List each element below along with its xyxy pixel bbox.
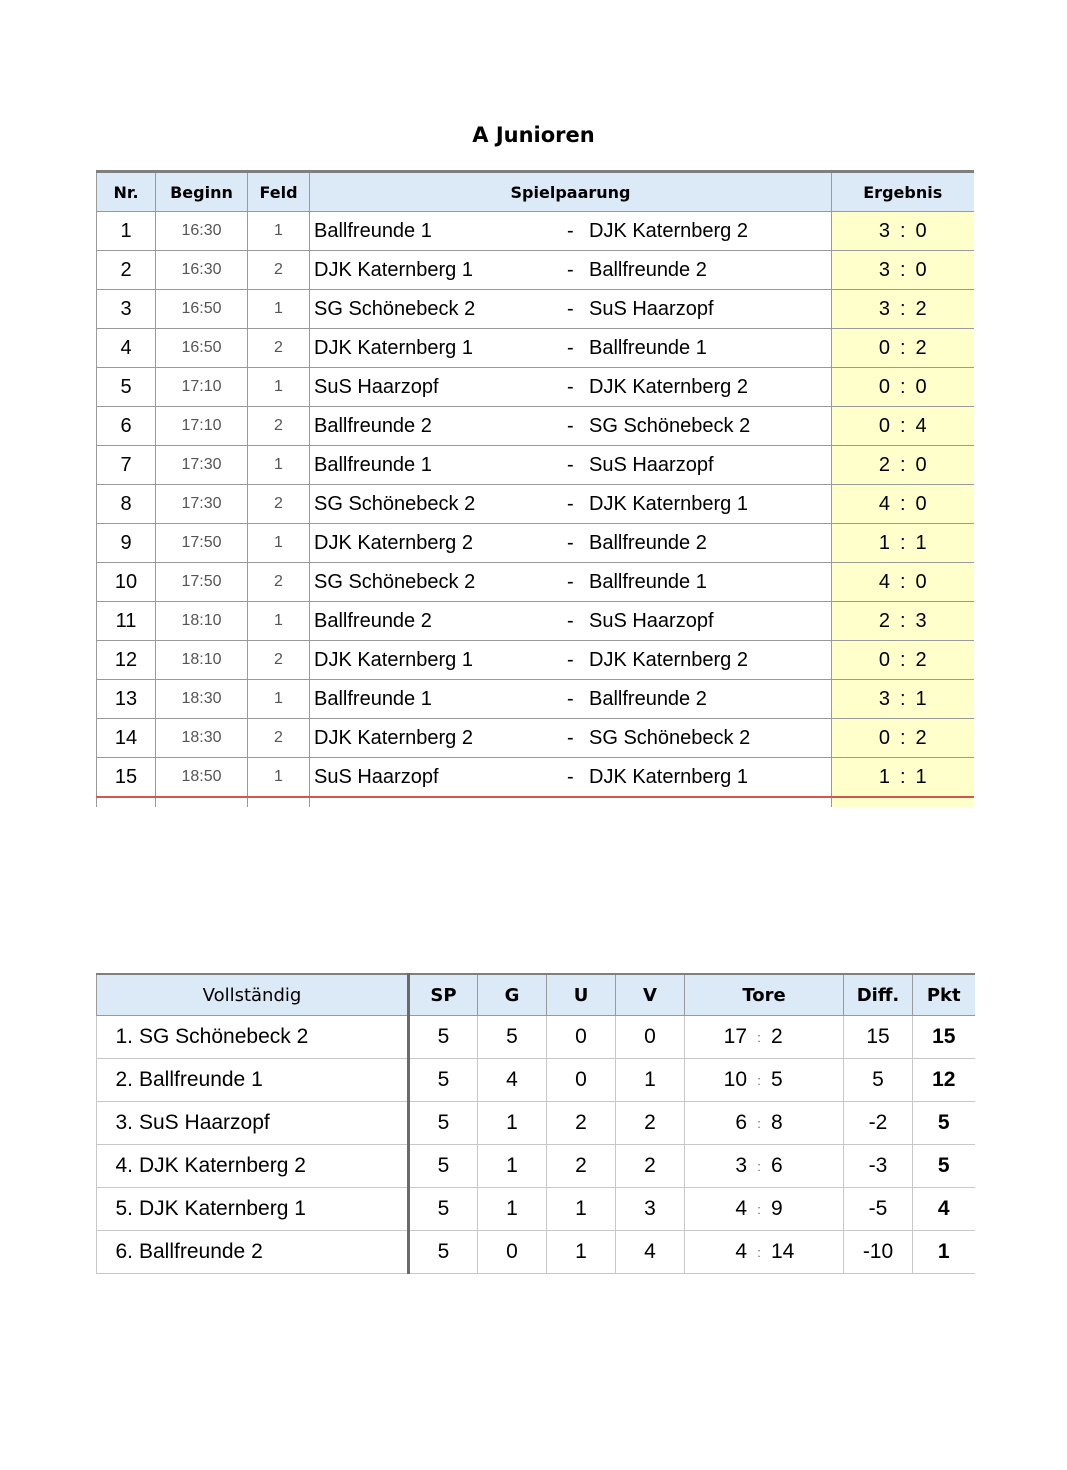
match-start-time: 18:30 — [156, 680, 248, 719]
match-start-time: 18:30 — [156, 719, 248, 758]
away-goals: 0 — [915, 219, 927, 242]
standings-row — [97, 1231, 975, 1274]
match-number: 11 — [97, 602, 156, 641]
team-name: Ballfreunde 2 — [139, 1240, 263, 1263]
header-ergebnis: Ergebnis — [832, 172, 975, 212]
match-number: 9 — [97, 524, 156, 563]
team-rank: 2. — [115, 1068, 133, 1091]
match-pairing — [310, 212, 832, 251]
table-row — [97, 602, 975, 641]
goals-cell — [685, 1016, 844, 1059]
score-separator: : — [899, 570, 906, 593]
empty-cell — [832, 797, 975, 807]
goals-for: 4 — [735, 1197, 747, 1220]
goals-separator: : — [757, 1072, 761, 1088]
header-u: U — [547, 974, 616, 1016]
table-row — [97, 680, 975, 719]
home-goals: 3 — [878, 687, 890, 710]
stat-g: 4 — [478, 1059, 547, 1102]
away-team: DJK Katernberg 1 — [589, 492, 748, 515]
away-team: SG Schönebeck 2 — [589, 414, 751, 437]
home-team: DJK Katernberg 1 — [314, 648, 473, 671]
home-goals: 2 — [878, 609, 890, 632]
score-separator: : — [899, 219, 906, 242]
match-result — [832, 485, 975, 524]
match-number: 7 — [97, 446, 156, 485]
match-result — [832, 446, 975, 485]
away-goals: 1 — [915, 531, 927, 554]
score-separator: : — [899, 726, 906, 749]
team-cell — [97, 1188, 409, 1231]
stat-g: 1 — [478, 1188, 547, 1231]
match-pairing — [310, 758, 832, 798]
match-field: 2 — [248, 485, 310, 524]
away-team: SuS Haarzopf — [589, 297, 714, 320]
home-goals: 1 — [878, 531, 890, 554]
home-goals: 0 — [878, 414, 890, 437]
score-separator: : — [899, 375, 906, 398]
home-goals: 0 — [878, 726, 890, 749]
home-goals: 0 — [878, 375, 890, 398]
match-start-time: 17:50 — [156, 563, 248, 602]
match-pairing — [310, 602, 832, 641]
match-field: 2 — [248, 329, 310, 368]
stat-v: 3 — [616, 1188, 685, 1231]
goals-against: 9 — [771, 1197, 783, 1220]
goals-cell — [685, 1102, 844, 1145]
header-tore: Tore — [685, 974, 844, 1016]
goals-against: 5 — [771, 1068, 783, 1091]
home-team: Ballfreunde 2 — [314, 609, 432, 632]
standings-row — [97, 1188, 975, 1231]
pairing-separator: - — [567, 297, 574, 320]
pairing-separator: - — [567, 726, 574, 749]
team-rank: 1. — [115, 1025, 133, 1048]
goals-against: 14 — [771, 1240, 795, 1263]
header-v: V — [616, 974, 685, 1016]
match-start-time: 17:30 — [156, 485, 248, 524]
table-row — [97, 212, 975, 251]
match-result — [832, 602, 975, 641]
home-team: SuS Haarzopf — [314, 375, 439, 398]
match-field: 1 — [248, 290, 310, 329]
stat-sp: 5 — [409, 1145, 478, 1188]
home-team: DJK Katernberg 1 — [314, 336, 473, 359]
match-start-time: 17:30 — [156, 446, 248, 485]
home-team: SG Schönebeck 2 — [314, 492, 476, 515]
home-team: Ballfreunde 1 — [314, 453, 432, 476]
goals-cell — [685, 1145, 844, 1188]
header-team: Vollständig — [97, 974, 409, 1016]
match-number: 13 — [97, 680, 156, 719]
away-team: Ballfreunde 2 — [589, 687, 707, 710]
home-goals: 0 — [878, 336, 890, 359]
pairing-separator: - — [567, 258, 574, 281]
table-row — [97, 758, 975, 798]
match-field: 1 — [248, 758, 310, 798]
match-result — [832, 407, 975, 446]
empty-cell — [248, 797, 310, 807]
home-team: Ballfreunde 1 — [314, 687, 432, 710]
home-goals: 4 — [878, 492, 890, 515]
header-beginn: Beginn — [156, 172, 248, 212]
match-field: 1 — [248, 680, 310, 719]
home-team: SuS Haarzopf — [314, 765, 439, 788]
away-team: SG Schönebeck 2 — [589, 726, 751, 749]
stat-sp: 5 — [409, 1231, 478, 1274]
away-team: DJK Katernberg 2 — [589, 375, 748, 398]
goals-cell — [685, 1059, 844, 1102]
away-team: Ballfreunde 2 — [589, 258, 707, 281]
match-field: 2 — [248, 563, 310, 602]
score-separator: : — [899, 414, 906, 437]
stat-v: 4 — [616, 1231, 685, 1274]
match-field: 1 — [248, 446, 310, 485]
score-separator: : — [899, 687, 906, 710]
team-name: DJK Katernberg 1 — [139, 1197, 306, 1220]
team-name: SG Schönebeck 2 — [139, 1025, 309, 1048]
match-pairing — [310, 641, 832, 680]
away-team: Ballfreunde 1 — [589, 336, 707, 359]
header-spielpaarung: Spielpaarung — [310, 172, 832, 212]
match-result — [832, 719, 975, 758]
pairing-separator: - — [567, 609, 574, 632]
stat-sp: 5 — [409, 1188, 478, 1231]
match-start-time: 17:10 — [156, 407, 248, 446]
team-cell — [97, 1102, 409, 1145]
match-result — [832, 368, 975, 407]
match-pairing — [310, 368, 832, 407]
header-sp: SP — [409, 974, 478, 1016]
goals-against: 6 — [771, 1154, 783, 1177]
home-team: Ballfreunde 1 — [314, 219, 432, 242]
score-separator: : — [899, 297, 906, 320]
match-result — [832, 524, 975, 563]
pairing-separator: - — [567, 687, 574, 710]
team-rank: 4. — [115, 1154, 133, 1177]
home-team: DJK Katernberg 1 — [314, 258, 473, 281]
table-row-partial — [97, 797, 975, 807]
match-pairing — [310, 719, 832, 758]
stat-g: 1 — [478, 1102, 547, 1145]
stat-u: 1 — [547, 1231, 616, 1274]
points: 1 — [913, 1231, 975, 1274]
table-row — [97, 251, 975, 290]
goals-separator: : — [757, 1201, 761, 1217]
team-name: Ballfreunde 1 — [139, 1068, 263, 1091]
stat-sp: 5 — [409, 1102, 478, 1145]
team-name: DJK Katernberg 2 — [139, 1154, 306, 1177]
stat-sp: 5 — [409, 1059, 478, 1102]
pairing-separator: - — [567, 336, 574, 359]
match-result — [832, 329, 975, 368]
match-field: 2 — [248, 407, 310, 446]
away-goals: 2 — [915, 297, 927, 320]
match-number: 2 — [97, 251, 156, 290]
header-pkt: Pkt — [913, 974, 975, 1016]
home-team: SG Schönebeck 2 — [314, 297, 476, 320]
home-goals: 0 — [878, 648, 890, 671]
match-pairing — [310, 680, 832, 719]
goal-difference: -5 — [844, 1188, 913, 1231]
stat-sp: 5 — [409, 1016, 478, 1059]
points: 12 — [913, 1059, 975, 1102]
away-goals: 4 — [915, 414, 927, 437]
home-team: DJK Katernberg 2 — [314, 531, 473, 554]
match-number: 12 — [97, 641, 156, 680]
match-number: 1 — [97, 212, 156, 251]
pairing-separator: - — [567, 414, 574, 437]
standings-row — [97, 1016, 975, 1059]
score-separator: : — [899, 336, 906, 359]
goals-for: 3 — [735, 1154, 747, 1177]
match-pairing — [310, 524, 832, 563]
match-start-time: 17:50 — [156, 524, 248, 563]
stat-u: 1 — [547, 1188, 616, 1231]
match-pairing — [310, 563, 832, 602]
stat-v: 2 — [616, 1102, 685, 1145]
away-goals: 3 — [915, 609, 927, 632]
match-result — [832, 680, 975, 719]
table-row — [97, 329, 975, 368]
header-nr: Nr. — [97, 172, 156, 212]
schedule-table — [96, 170, 974, 807]
match-pairing — [310, 251, 832, 290]
match-pairing — [310, 290, 832, 329]
table-row — [97, 407, 975, 446]
match-result — [832, 212, 975, 251]
points: 5 — [913, 1102, 975, 1145]
away-goals: 0 — [915, 570, 927, 593]
home-goals: 3 — [878, 297, 890, 320]
pairing-separator: - — [567, 570, 574, 593]
table-row — [97, 368, 975, 407]
match-start-time: 18:10 — [156, 602, 248, 641]
away-team: DJK Katernberg 2 — [589, 219, 748, 242]
home-goals: 4 — [878, 570, 890, 593]
standings-row — [97, 1059, 975, 1102]
away-goals: 0 — [915, 453, 927, 476]
match-start-time: 18:10 — [156, 641, 248, 680]
stat-g: 1 — [478, 1145, 547, 1188]
goals-separator: : — [757, 1115, 761, 1131]
pairing-separator: - — [567, 453, 574, 476]
score-separator: : — [899, 453, 906, 476]
goal-difference: 15 — [844, 1016, 913, 1059]
away-team: DJK Katernberg 2 — [589, 648, 748, 671]
table-row — [97, 563, 975, 602]
match-number: 5 — [97, 368, 156, 407]
stat-v: 1 — [616, 1059, 685, 1102]
match-field: 2 — [248, 641, 310, 680]
stat-u: 0 — [547, 1016, 616, 1059]
pairing-separator: - — [567, 648, 574, 671]
goal-difference: -10 — [844, 1231, 913, 1274]
goals-for: 10 — [723, 1068, 747, 1091]
match-start-time: 18:50 — [156, 758, 248, 798]
goals-cell — [685, 1188, 844, 1231]
home-goals: 2 — [878, 453, 890, 476]
team-rank: 3. — [115, 1111, 133, 1134]
away-team: Ballfreunde 1 — [589, 570, 707, 593]
team-cell — [97, 1016, 409, 1059]
score-separator: : — [899, 531, 906, 554]
goals-cell — [685, 1231, 844, 1274]
home-team: Ballfreunde 2 — [314, 414, 432, 437]
match-result — [832, 563, 975, 602]
match-pairing — [310, 446, 832, 485]
match-pairing — [310, 485, 832, 524]
table-row — [97, 524, 975, 563]
pairing-separator: - — [567, 375, 574, 398]
stat-u: 0 — [547, 1059, 616, 1102]
home-team: SG Schönebeck 2 — [314, 570, 476, 593]
home-goals: 3 — [878, 219, 890, 242]
score-separator: : — [899, 609, 906, 632]
goals-separator: : — [757, 1029, 761, 1045]
pairing-separator: - — [567, 492, 574, 515]
goal-difference: 5 — [844, 1059, 913, 1102]
pairing-separator: - — [567, 765, 574, 788]
score-separator: : — [899, 258, 906, 281]
match-number: 15 — [97, 758, 156, 798]
pairing-separator: - — [567, 219, 574, 242]
home-team: DJK Katernberg 2 — [314, 726, 473, 749]
match-start-time: 16:30 — [156, 212, 248, 251]
table-row — [97, 641, 975, 680]
stat-u: 2 — [547, 1145, 616, 1188]
match-start-time: 16:50 — [156, 329, 248, 368]
team-name: SuS Haarzopf — [139, 1111, 270, 1134]
stat-g: 5 — [478, 1016, 547, 1059]
away-team: SuS Haarzopf — [589, 609, 714, 632]
goals-against: 8 — [771, 1111, 783, 1134]
away-goals: 2 — [915, 726, 927, 749]
stat-v: 2 — [616, 1145, 685, 1188]
match-start-time: 16:30 — [156, 251, 248, 290]
team-cell — [97, 1145, 409, 1188]
match-number: 3 — [97, 290, 156, 329]
away-goals: 1 — [915, 687, 927, 710]
away-goals: 0 — [915, 375, 927, 398]
match-result — [832, 641, 975, 680]
match-result — [832, 251, 975, 290]
standings-table — [96, 973, 974, 1274]
score-separator: : — [899, 765, 906, 788]
match-result — [832, 290, 975, 329]
away-goals: 1 — [915, 765, 927, 788]
score-separator: : — [899, 648, 906, 671]
points: 5 — [913, 1145, 975, 1188]
match-start-time: 17:10 — [156, 368, 248, 407]
goals-separator: : — [757, 1244, 761, 1260]
points: 15 — [913, 1016, 975, 1059]
table-row — [97, 446, 975, 485]
table-row — [97, 719, 975, 758]
stat-v: 0 — [616, 1016, 685, 1059]
match-field: 2 — [248, 251, 310, 290]
goals-for: 4 — [735, 1240, 747, 1263]
away-team: Ballfreunde 2 — [589, 531, 707, 554]
header-diff: Diff. — [844, 974, 913, 1016]
match-result — [832, 758, 975, 798]
away-goals: 2 — [915, 336, 927, 359]
match-start-time: 16:50 — [156, 290, 248, 329]
team-rank: 5. — [115, 1197, 133, 1220]
away-team: SuS Haarzopf — [589, 453, 714, 476]
match-number: 6 — [97, 407, 156, 446]
points: 4 — [913, 1188, 975, 1231]
team-cell — [97, 1231, 409, 1274]
match-pairing — [310, 329, 832, 368]
match-field: 2 — [248, 719, 310, 758]
stat-g: 0 — [478, 1231, 547, 1274]
match-number: 14 — [97, 719, 156, 758]
goal-difference: -2 — [844, 1102, 913, 1145]
page-title: A Junioren — [472, 123, 595, 147]
goals-for: 17 — [723, 1025, 747, 1048]
home-goals: 3 — [878, 258, 890, 281]
away-team: DJK Katernberg 1 — [589, 765, 748, 788]
match-number: 10 — [97, 563, 156, 602]
standings-row — [97, 1145, 975, 1188]
goals-against: 2 — [771, 1025, 783, 1048]
stat-u: 2 — [547, 1102, 616, 1145]
match-field: 1 — [248, 524, 310, 563]
empty-cell — [97, 797, 156, 807]
match-number: 8 — [97, 485, 156, 524]
score-separator: : — [899, 492, 906, 515]
match-field: 1 — [248, 368, 310, 407]
table-row — [97, 485, 975, 524]
team-cell — [97, 1059, 409, 1102]
away-goals: 0 — [915, 258, 927, 281]
goal-difference: -3 — [844, 1145, 913, 1188]
home-goals: 1 — [878, 765, 890, 788]
empty-cell — [156, 797, 248, 807]
match-pairing — [310, 407, 832, 446]
away-goals: 0 — [915, 492, 927, 515]
header-feld: Feld — [248, 172, 310, 212]
empty-cell — [310, 797, 832, 807]
header-g: G — [478, 974, 547, 1016]
pairing-separator: - — [567, 531, 574, 554]
table-row — [97, 290, 975, 329]
away-goals: 2 — [915, 648, 927, 671]
goals-for: 6 — [735, 1111, 747, 1134]
standings-row — [97, 1102, 975, 1145]
team-rank: 6. — [115, 1240, 133, 1263]
match-number: 4 — [97, 329, 156, 368]
match-field: 1 — [248, 602, 310, 641]
goals-separator: : — [757, 1158, 761, 1174]
match-field: 1 — [248, 212, 310, 251]
